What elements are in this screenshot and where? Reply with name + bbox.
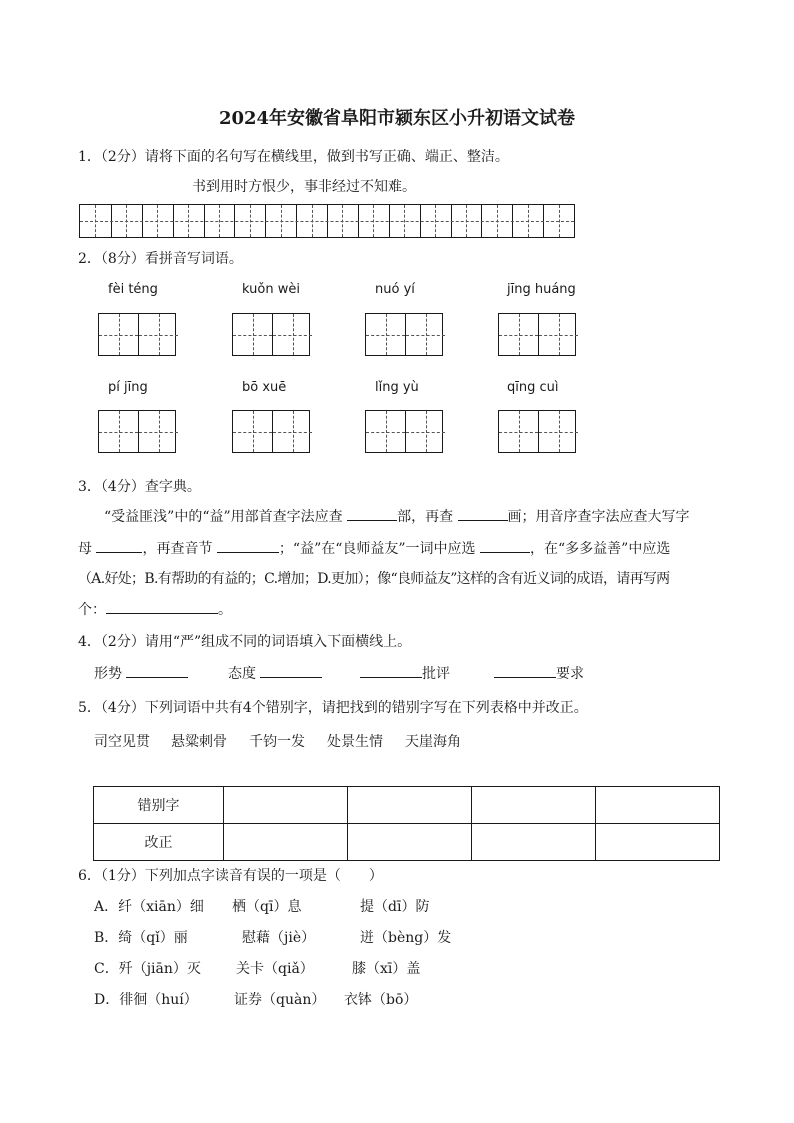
answer-blank[interactable] — [126, 663, 188, 678]
tianzige-box[interactable] — [498, 313, 576, 356]
answer-blank[interactable] — [96, 538, 142, 553]
q6-option[interactable]: D．徘徊（huí） — [94, 992, 198, 1008]
q6-option[interactable]: C．歼（jiān）灭 — [94, 961, 201, 977]
q2-stem: 2．（8分）看拼音写词语。 — [78, 251, 243, 267]
tianzige-box[interactable] — [498, 410, 576, 453]
answer-blank[interactable] — [360, 663, 422, 678]
answer-blank[interactable] — [260, 663, 322, 678]
q2-pinyin: jīng huáng — [507, 282, 576, 297]
answer-cell[interactable] — [224, 824, 348, 861]
q3-text: 。 — [218, 602, 232, 618]
q2-pinyin: qīng cuì — [507, 380, 559, 395]
answer-cell[interactable] — [596, 824, 720, 861]
tianzige-box[interactable] — [98, 313, 176, 356]
tianzige-box[interactable] — [365, 410, 443, 453]
q2-pinyin: lǐng yù — [375, 380, 419, 395]
answer-cell[interactable] — [224, 787, 348, 824]
q2-pinyin: fèi téng — [108, 282, 158, 297]
q3-line2 — [78, 538, 670, 558]
q6-option-part: 提（dī）防 — [360, 899, 430, 915]
tianzige-box[interactable] — [365, 313, 443, 356]
answer-blank[interactable] — [480, 538, 530, 553]
q3-text: “受益匪浅”中的“益”用部首查字法应查 — [104, 509, 348, 525]
answer-blank[interactable] — [494, 663, 556, 678]
answer-cell[interactable] — [596, 787, 720, 824]
q6-option[interactable]: B．绮（qǐ）丽 — [94, 930, 188, 946]
row-label: 错别字 — [94, 787, 224, 824]
q6-option-part: 慰藉（jiè） — [242, 930, 316, 946]
q4-item — [94, 663, 188, 683]
q6-option[interactable]: A．纤（xiān）细 — [94, 899, 204, 915]
q1-quote: 书到用时方恨少，事非经过不知难。 — [192, 179, 416, 195]
q4-stem: 4．（2分）请用“严”组成不同的词语填入下面横线上。 — [78, 634, 412, 650]
q2-pinyin: pí jīng — [108, 380, 148, 395]
q6-stem: 6．（1分）下列加点字读音有误的一项是（ ） — [78, 868, 383, 884]
answer-blank[interactable] — [106, 599, 218, 614]
q3-text: ，在“多多益善”中应选 — [530, 541, 671, 557]
q2-pinyin: bō xuē — [242, 380, 287, 395]
q5-word: 悬粱刺骨 — [171, 734, 227, 750]
q3-text: ，再查音节 — [142, 541, 217, 557]
q3-text: 个： — [78, 602, 106, 618]
q3-line3: （A.好处；B.有帮助的有益的；C.增加；D.更加）；像“良师益友”这样的含有近义词的成语，请再写两 — [78, 571, 670, 587]
answer-cell[interactable] — [348, 787, 472, 824]
q5-word: 天崖海角 — [405, 734, 461, 750]
answer-blank[interactable] — [347, 506, 397, 521]
answer-blank[interactable] — [458, 506, 508, 521]
q4-word: 形势 — [94, 666, 122, 682]
q6-option-part: 证券（quàn） — [234, 992, 326, 1008]
q4-item — [228, 663, 322, 683]
answer-cell[interactable] — [348, 824, 472, 861]
q5-word: 司空见贯 — [94, 734, 150, 750]
q2-pinyin: kuǒn wèi — [242, 282, 300, 297]
q4-item — [360, 663, 450, 683]
q5-stem: 5．（4分）下列词语中共有4个错别字，请把找到的错别字写在下列表格中并改正。 — [78, 700, 588, 716]
tianzige-box[interactable] — [232, 313, 310, 356]
q4-word: 批评 — [422, 666, 450, 682]
q3-text: 部，再查 — [397, 509, 458, 525]
q1-stem: 1．（2分）请将下面的名句写在横线里，做到书写正确、端正、整洁。 — [78, 149, 509, 165]
q3-text: 母 — [78, 541, 97, 557]
q6-option-part: 迸（bèng）发 — [360, 930, 452, 946]
q4-word: 要求 — [556, 666, 584, 682]
q3-stem: 3．（4分）查字典。 — [78, 479, 201, 495]
q4-word: 态度 — [228, 666, 256, 682]
strip-guide-line — [80, 221, 574, 222]
q3-text: 画；用音序查字法应查大写字 — [507, 509, 690, 525]
answer-cell[interactable] — [472, 787, 596, 824]
answer-blank[interactable] — [217, 538, 279, 553]
answer-cell[interactable] — [472, 824, 596, 861]
q4-item — [494, 663, 584, 683]
table-row — [94, 787, 720, 824]
correction-table — [93, 786, 720, 861]
q1-writing-strip[interactable] — [79, 204, 575, 238]
q6-option-part: 栖（qī）息 — [232, 899, 302, 915]
q5-word: 千钧一发 — [249, 734, 305, 750]
q2-pinyin: nuó yí — [375, 282, 415, 297]
q5-word: 处景生情 — [327, 734, 383, 750]
q6-option-part: 衣钵（bō） — [344, 992, 418, 1008]
q3-line1 — [104, 506, 690, 526]
page-title: 2024年安徽省阜阳市颍东区小升初语文试卷 — [218, 108, 576, 129]
row-label: 改正 — [94, 824, 224, 861]
q3-text: ；“益”在“良师益友”一词中应选 — [278, 541, 480, 557]
tianzige-box[interactable] — [232, 410, 310, 453]
q6-option-part: 膝（xī）盖 — [352, 961, 421, 977]
table-row — [94, 824, 720, 861]
tianzige-box[interactable] — [98, 410, 176, 453]
q3-line4 — [78, 599, 232, 619]
q6-option-part: 关卡（qiǎ） — [236, 961, 314, 977]
